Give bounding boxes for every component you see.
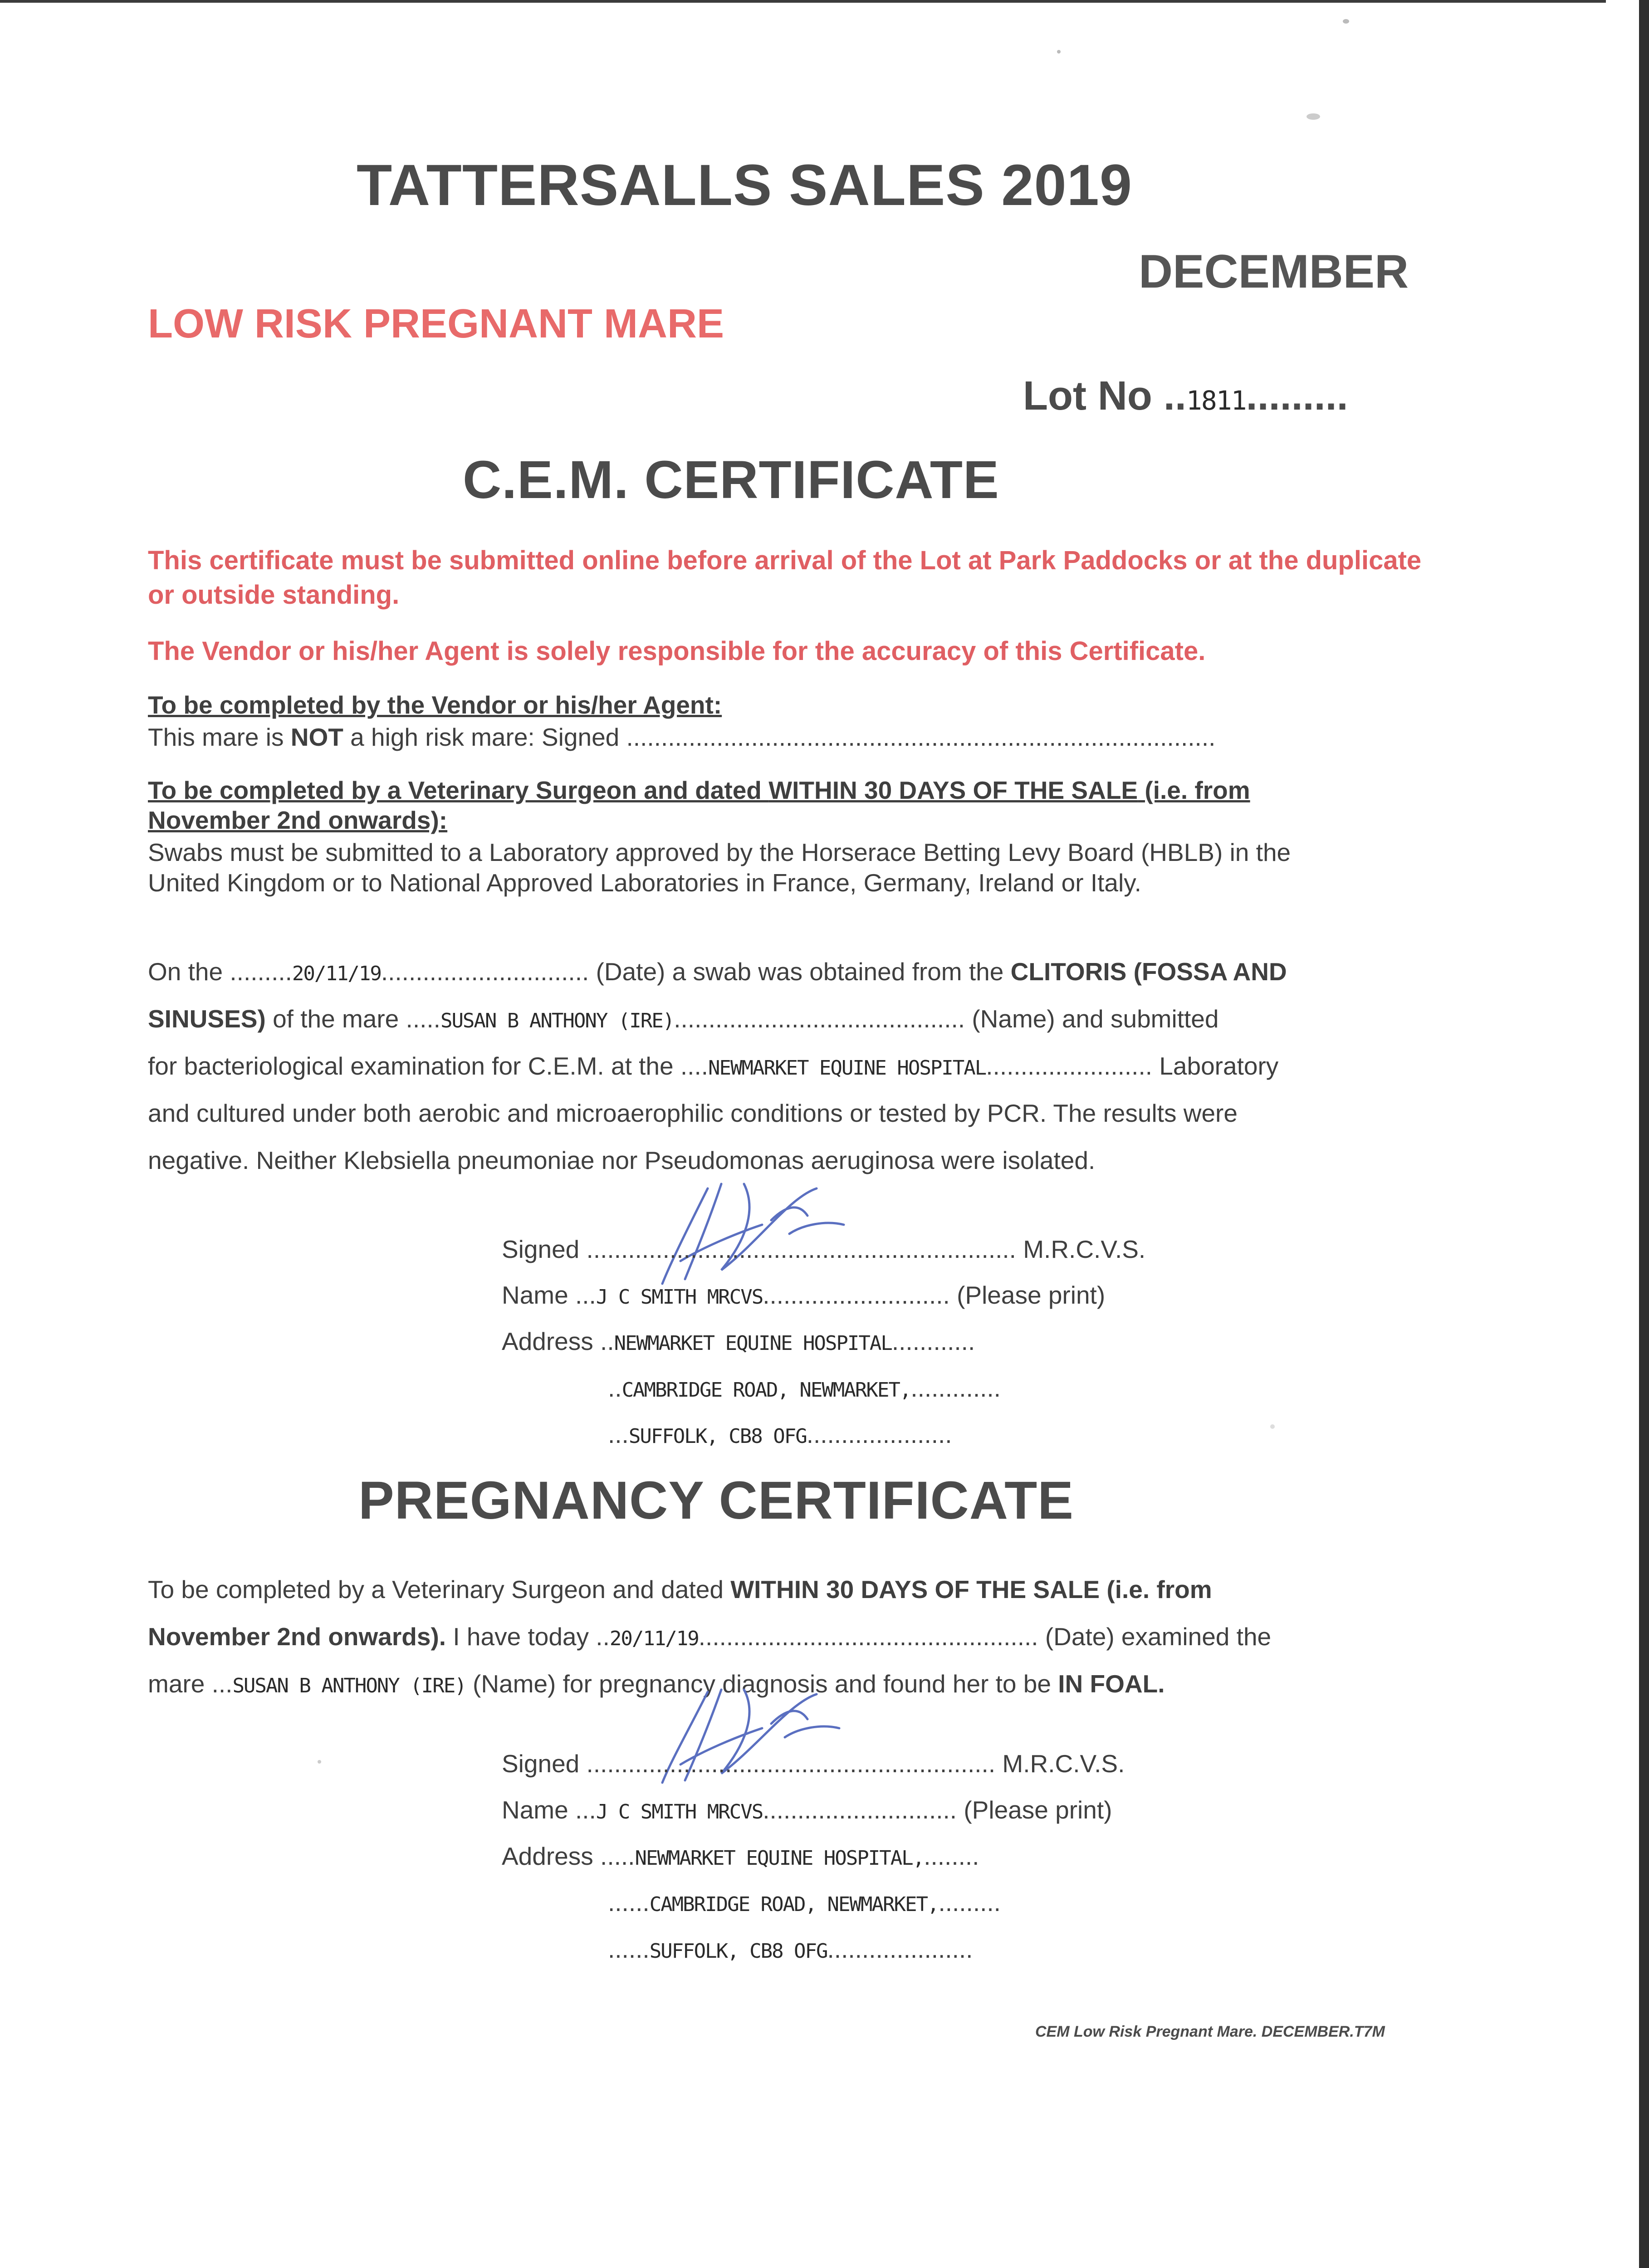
vendor-declaration: This mare is NOT a high risk mare: Signed ..................................................................................... xyxy=(148,723,1216,751)
pregnancy-address-line1: Address .....NEWMARKET EQUINE HOSPITAL,........ xyxy=(502,1842,979,1870)
lot-number-line: Lot No ..1811......... xyxy=(1023,373,1348,419)
swab-date-line: On the .........20/11/19.............................. (Date) a swab was obtained from the CLITORIS (FOSSA AND xyxy=(148,958,1287,986)
swab-date: 20/11/19 xyxy=(292,962,381,985)
swab-requirement-line1: Swabs must be submitted to a Laboratory approved by the Horserace Betting Levy Board (HBLB) in the xyxy=(148,838,1291,866)
lot-number: 1811 xyxy=(1186,385,1246,416)
cem-vet-name: J C SMITH MRCVS xyxy=(596,1286,763,1309)
pregnancy-line3: mare ...SUSAN B ANTHONY (IRE) (Name) for pregnancy diagnosis and found her to be IN FOAL. xyxy=(148,1670,1165,1698)
document-title: TATTERSALLS SALES 2019 xyxy=(357,153,1132,218)
laboratory-name: NEWMARKET EQUINE HOSPITAL xyxy=(708,1056,986,1080)
sale-month: DECEMBER xyxy=(1139,245,1409,298)
mare-name: SUSAN B ANTHONY (IRE) xyxy=(440,1009,674,1032)
laboratory-line: for bacteriological examination for C.E.M. at the ....NEWMARKET EQUINE HOSPITAL........................ Laboratory xyxy=(148,1052,1279,1080)
swab-requirement-line2: United Kingdom or to National Approved Laboratories in France, Germany, Ireland or Italy. xyxy=(148,869,1141,897)
mare-category: LOW RISK PREGNANT MARE xyxy=(148,301,724,347)
scan-speck xyxy=(1270,1424,1275,1429)
responsibility-notice: The Vendor or his/her Agent is solely responsible for the accuracy of this Certificate. xyxy=(148,636,1206,666)
cem-address-line1: Address ..NEWMARKET EQUINE HOSPITAL............ xyxy=(502,1327,975,1355)
pregnancy-address-3: SUFFOLK, CB8 OFG xyxy=(649,1940,827,1963)
scan-top-edge xyxy=(0,0,1606,3)
scan-speck xyxy=(318,1760,321,1764)
cem-address-2: CAMBRIDGE ROAD, NEWMARKET, xyxy=(621,1378,911,1402)
cem-address-3: SUFFOLK, CB8 OFG xyxy=(628,1425,807,1448)
pregnancy-name-line: Name ...J C SMITH MRCVS............................ (Please print) xyxy=(502,1796,1112,1824)
pregnancy-address-1: NEWMARKET EQUINE HOSPITAL, xyxy=(635,1847,924,1870)
submission-notice: This certificate must be submitted online before arrival of the Lot at Park Paddocks or at the duplicate or outside standing. xyxy=(148,546,1422,610)
scan-right-edge xyxy=(1639,0,1649,2268)
cem-signed-line: Signed .............................................................. M.R.C.V.S. xyxy=(502,1235,1146,1263)
cem-address-line2: ..CAMBRIDGE ROAD, NEWMARKET,............. xyxy=(608,1374,1001,1402)
pregnancy-line2: November 2nd onwards). I have today ..20/11/19................................................. (Date) examined the xyxy=(148,1623,1272,1651)
pregnancy-address-line2: ......CAMBRIDGE ROAD, NEWMARKET,......... xyxy=(608,1888,1001,1916)
pregnancy-address-2: CAMBRIDGE ROAD, NEWMARKET, xyxy=(649,1893,939,1916)
scan-speck xyxy=(1306,113,1320,120)
cem-name-line: Name ...J C SMITH MRCVS........................... (Please print) xyxy=(502,1281,1106,1309)
pregnancy-address-line3: ......SUFFOLK, CB8 OFG..................... xyxy=(608,1935,973,1963)
scan-speck xyxy=(1057,50,1061,54)
pregnancy-vet-name: J C SMITH MRCVS xyxy=(596,1800,763,1823)
vet-signature-cem xyxy=(653,1170,853,1293)
cem-address-line3: ...SUFFOLK, CB8 OFG..................... xyxy=(608,1420,952,1448)
pregnancy-certificate-title: PREGNANCY CERTIFICATE xyxy=(358,1471,1074,1530)
scan-speck xyxy=(1343,19,1349,24)
pregnancy-date: 20/11/19 xyxy=(609,1627,699,1650)
lot-label: Lot No xyxy=(1023,373,1152,419)
mare-name-line: SINUSES) of the mare .....SUSAN B ANTHONY (IRE).......................................... (Name) and submitted xyxy=(148,1005,1219,1033)
pregnancy-mare-name: SUSAN B ANTHONY (IRE) xyxy=(232,1674,466,1697)
cem-address-1: NEWMARKET EQUINE HOSPITAL xyxy=(614,1332,892,1355)
vendor-heading: To be completed by the Vendor or his/her Agent: xyxy=(148,691,722,719)
form-reference: CEM Low Risk Pregnant Mare. DECEMBER.T7M xyxy=(1035,2023,1385,2040)
vet-heading: To be completed by a Veterinary Surgeon and dated WITHIN 30 DAYS OF THE SALE (i.e. from xyxy=(148,776,1250,804)
culture-statement: and cultured under both aerobic and microaerophilic conditions or tested by PCR. The results were xyxy=(148,1099,1238,1127)
vet-heading-cont: November 2nd onwards): xyxy=(148,806,448,834)
pregnancy-line1: To be completed by a Veterinary Surgeon and dated WITHIN 30 DAYS OF THE SALE (i.e. from xyxy=(148,1575,1212,1603)
cem-certificate-title: C.E.M. CERTIFICATE xyxy=(463,450,999,510)
negative-result-statement: negative. Neither Klebsiella pneumoniae nor Pseudomonas aeruginosa were isolated. xyxy=(148,1146,1096,1174)
pregnancy-signed-line: Signed ........................................................... M.R.C.V.S. xyxy=(502,1750,1125,1778)
